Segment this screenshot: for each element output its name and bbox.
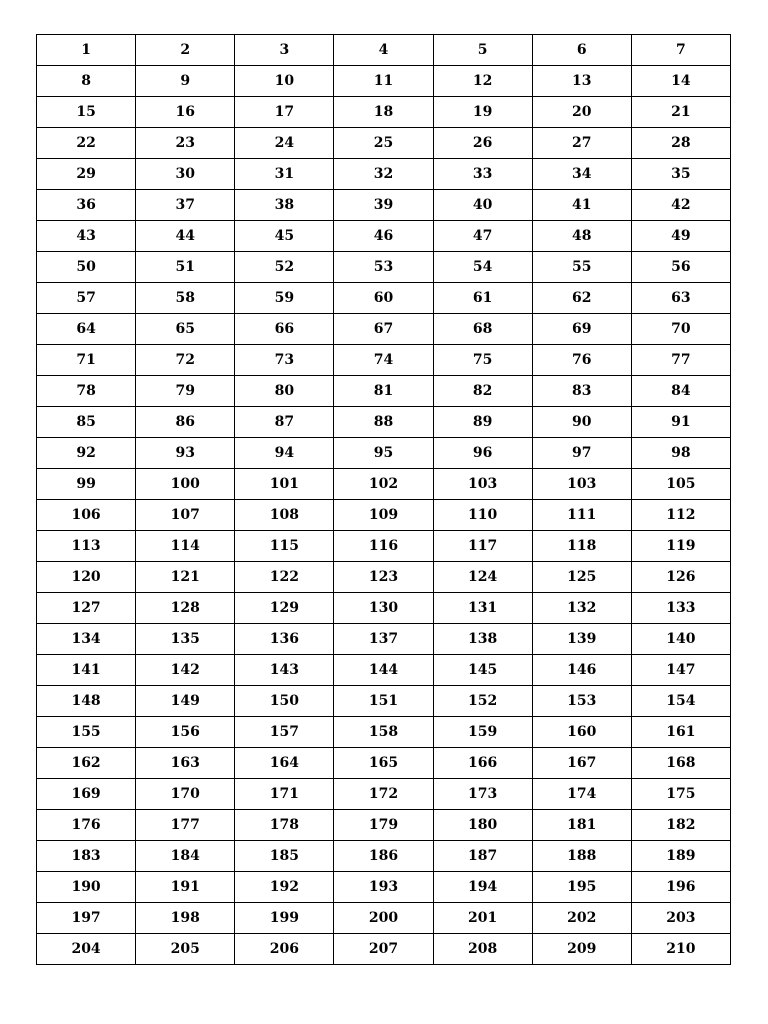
table-cell: 207: [334, 934, 433, 965]
table-cell: 68: [433, 314, 532, 345]
table-cell: 77: [631, 345, 730, 376]
table-cell: 2: [136, 35, 235, 66]
table-cell: 148: [37, 686, 136, 717]
table-cell: 69: [532, 314, 631, 345]
table-cell: 94: [235, 438, 334, 469]
table-cell: 49: [631, 221, 730, 252]
table-cell: 171: [235, 779, 334, 810]
table-cell: 99: [37, 469, 136, 500]
table-cell: 96: [433, 438, 532, 469]
table-cell: 112: [631, 500, 730, 531]
table-cell: 145: [433, 655, 532, 686]
table-cell: 87: [235, 407, 334, 438]
table-cell: 197: [37, 903, 136, 934]
table-cell: 146: [532, 655, 631, 686]
table-cell: 147: [631, 655, 730, 686]
table-cell: 180: [433, 810, 532, 841]
table-cell: 95: [334, 438, 433, 469]
table-cell: 103: [433, 469, 532, 500]
table-cell: 37: [136, 190, 235, 221]
table-cell: 114: [136, 531, 235, 562]
table-cell: 154: [631, 686, 730, 717]
table-cell: 80: [235, 376, 334, 407]
table-row: [37, 66, 731, 97]
table-cell: 155: [37, 717, 136, 748]
table-cell: 19: [433, 97, 532, 128]
table-cell: 108: [235, 500, 334, 531]
table-cell: 144: [334, 655, 433, 686]
table-cell: 70: [631, 314, 730, 345]
table-cell: 167: [532, 748, 631, 779]
table-cell: 50: [37, 252, 136, 283]
table-cell: 117: [433, 531, 532, 562]
table-cell: 160: [532, 717, 631, 748]
table-cell: 141: [37, 655, 136, 686]
table-cell: 179: [334, 810, 433, 841]
table-cell: 163: [136, 748, 235, 779]
table-cell: 66: [235, 314, 334, 345]
table-cell: 32: [334, 159, 433, 190]
table-cell: 153: [532, 686, 631, 717]
table-cell: 185: [235, 841, 334, 872]
table-cell: 22: [37, 128, 136, 159]
table-cell: 196: [631, 872, 730, 903]
table-cell: 149: [136, 686, 235, 717]
table-cell: 186: [334, 841, 433, 872]
table-cell: 102: [334, 469, 433, 500]
table-cell: 21: [631, 97, 730, 128]
table-cell: 205: [136, 934, 235, 965]
table-cell: 31: [235, 159, 334, 190]
table-cell: 177: [136, 810, 235, 841]
table-cell: 44: [136, 221, 235, 252]
table-cell: 61: [433, 283, 532, 314]
table-cell: 48: [532, 221, 631, 252]
table-cell: 13: [532, 66, 631, 97]
table-row: [37, 717, 731, 748]
table-cell: 157: [235, 717, 334, 748]
table-cell: 158: [334, 717, 433, 748]
table-cell: 175: [631, 779, 730, 810]
table-cell: 73: [235, 345, 334, 376]
table-cell: 129: [235, 593, 334, 624]
table-cell: 54: [433, 252, 532, 283]
table-cell: 27: [532, 128, 631, 159]
table-cell: 100: [136, 469, 235, 500]
table-cell: 182: [631, 810, 730, 841]
table-cell: 79: [136, 376, 235, 407]
table-cell: 136: [235, 624, 334, 655]
table-row: [37, 810, 731, 841]
table-cell: 51: [136, 252, 235, 283]
table-cell: 173: [433, 779, 532, 810]
table-row: [37, 562, 731, 593]
table-cell: 20: [532, 97, 631, 128]
table-cell: 1: [37, 35, 136, 66]
table-cell: 209: [532, 934, 631, 965]
table-cell: 101: [235, 469, 334, 500]
table-cell: 172: [334, 779, 433, 810]
table-cell: 59: [235, 283, 334, 314]
table-cell: 42: [631, 190, 730, 221]
table-cell: 151: [334, 686, 433, 717]
table-cell: 201: [433, 903, 532, 934]
table-row: [37, 221, 731, 252]
table-cell: 90: [532, 407, 631, 438]
table-cell: 43: [37, 221, 136, 252]
table-cell: 198: [136, 903, 235, 934]
table-row: [37, 624, 731, 655]
table-cell: 109: [334, 500, 433, 531]
table-cell: 193: [334, 872, 433, 903]
table-cell: 143: [235, 655, 334, 686]
table-cell: 12: [433, 66, 532, 97]
table-cell: 115: [235, 531, 334, 562]
table-cell: 53: [334, 252, 433, 283]
table-cell: 138: [433, 624, 532, 655]
table-row: [37, 438, 731, 469]
table-row: [37, 35, 731, 66]
table-cell: 83: [532, 376, 631, 407]
table-cell: 132: [532, 593, 631, 624]
table-cell: 113: [37, 531, 136, 562]
table-cell: 63: [631, 283, 730, 314]
table-cell: 133: [631, 593, 730, 624]
table-cell: 97: [532, 438, 631, 469]
table-cell: 86: [136, 407, 235, 438]
table-row: [37, 593, 731, 624]
table-cell: 71: [37, 345, 136, 376]
table-cell: 84: [631, 376, 730, 407]
table-cell: 88: [334, 407, 433, 438]
table-cell: 56: [631, 252, 730, 283]
table-cell: 174: [532, 779, 631, 810]
table-cell: 64: [37, 314, 136, 345]
table-cell: 206: [235, 934, 334, 965]
table-row: [37, 748, 731, 779]
table-cell: 45: [235, 221, 334, 252]
table-row: [37, 655, 731, 686]
table-row: [37, 872, 731, 903]
table-row: [37, 934, 731, 965]
table-cell: 33: [433, 159, 532, 190]
table-cell: 124: [433, 562, 532, 593]
table-cell: 170: [136, 779, 235, 810]
table-cell: 40: [433, 190, 532, 221]
table-cell: 9: [136, 66, 235, 97]
table-cell: 15: [37, 97, 136, 128]
table-cell: 55: [532, 252, 631, 283]
table-cell: 65: [136, 314, 235, 345]
table-cell: 190: [37, 872, 136, 903]
table-cell: 121: [136, 562, 235, 593]
table-row: [37, 500, 731, 531]
table-cell: 46: [334, 221, 433, 252]
table-cell: 105: [631, 469, 730, 500]
table-cell: 107: [136, 500, 235, 531]
table-row: [37, 283, 731, 314]
table-row: [37, 190, 731, 221]
number-table-body: [37, 35, 731, 965]
table-cell: 188: [532, 841, 631, 872]
table-row: [37, 159, 731, 190]
table-cell: 166: [433, 748, 532, 779]
table-cell: 168: [631, 748, 730, 779]
table-cell: 89: [433, 407, 532, 438]
table-cell: 110: [433, 500, 532, 531]
table-cell: 92: [37, 438, 136, 469]
table-cell: 125: [532, 562, 631, 593]
table-cell: 5: [433, 35, 532, 66]
table-cell: 91: [631, 407, 730, 438]
table-cell: 11: [334, 66, 433, 97]
table-cell: 127: [37, 593, 136, 624]
table-cell: 38: [235, 190, 334, 221]
table-row: [37, 376, 731, 407]
table-cell: 93: [136, 438, 235, 469]
table-cell: 3: [235, 35, 334, 66]
table-cell: 58: [136, 283, 235, 314]
table-cell: 74: [334, 345, 433, 376]
table-cell: 164: [235, 748, 334, 779]
table-row: [37, 407, 731, 438]
table-cell: 14: [631, 66, 730, 97]
table-cell: 195: [532, 872, 631, 903]
table-cell: 60: [334, 283, 433, 314]
table-cell: 30: [136, 159, 235, 190]
table-cell: 118: [532, 531, 631, 562]
table-cell: 98: [631, 438, 730, 469]
table-cell: 202: [532, 903, 631, 934]
table-cell: 131: [433, 593, 532, 624]
table-row: [37, 686, 731, 717]
table-cell: 150: [235, 686, 334, 717]
table-cell: 28: [631, 128, 730, 159]
table-cell: 24: [235, 128, 334, 159]
table-cell: 165: [334, 748, 433, 779]
table-cell: 119: [631, 531, 730, 562]
table-cell: 116: [334, 531, 433, 562]
table-cell: 123: [334, 562, 433, 593]
table-cell: 184: [136, 841, 235, 872]
table-cell: 140: [631, 624, 730, 655]
table-cell: 139: [532, 624, 631, 655]
table-cell: 81: [334, 376, 433, 407]
table-row: [37, 128, 731, 159]
table-cell: 17: [235, 97, 334, 128]
table-cell: 192: [235, 872, 334, 903]
table-row: [37, 97, 731, 128]
table-cell: 178: [235, 810, 334, 841]
table-cell: 208: [433, 934, 532, 965]
table-cell: 191: [136, 872, 235, 903]
table-cell: 75: [433, 345, 532, 376]
table-cell: 189: [631, 841, 730, 872]
table-cell: 6: [532, 35, 631, 66]
table-cell: 23: [136, 128, 235, 159]
table-cell: 161: [631, 717, 730, 748]
table-cell: 120: [37, 562, 136, 593]
table-cell: 26: [433, 128, 532, 159]
table-cell: 103: [532, 469, 631, 500]
table-cell: 29: [37, 159, 136, 190]
table-cell: 36: [37, 190, 136, 221]
table-cell: 72: [136, 345, 235, 376]
table-cell: 183: [37, 841, 136, 872]
table-row: [37, 841, 731, 872]
table-cell: 41: [532, 190, 631, 221]
table-cell: 169: [37, 779, 136, 810]
table-row: [37, 903, 731, 934]
table-cell: 204: [37, 934, 136, 965]
table-cell: 122: [235, 562, 334, 593]
number-table: [36, 34, 731, 965]
table-cell: 16: [136, 97, 235, 128]
table-cell: 78: [37, 376, 136, 407]
table-cell: 199: [235, 903, 334, 934]
table-cell: 137: [334, 624, 433, 655]
table-cell: 39: [334, 190, 433, 221]
table-cell: 35: [631, 159, 730, 190]
table-cell: 152: [433, 686, 532, 717]
table-cell: 176: [37, 810, 136, 841]
table-row: [37, 469, 731, 500]
table-cell: 111: [532, 500, 631, 531]
table-cell: 210: [631, 934, 730, 965]
table-cell: 18: [334, 97, 433, 128]
table-cell: 126: [631, 562, 730, 593]
table-cell: 34: [532, 159, 631, 190]
table-cell: 162: [37, 748, 136, 779]
table-cell: 67: [334, 314, 433, 345]
table-cell: 7: [631, 35, 730, 66]
table-row: [37, 531, 731, 562]
table-cell: 135: [136, 624, 235, 655]
table-row: [37, 252, 731, 283]
table-row: [37, 779, 731, 810]
table-cell: 8: [37, 66, 136, 97]
table-cell: 194: [433, 872, 532, 903]
table-cell: 25: [334, 128, 433, 159]
table-cell: 82: [433, 376, 532, 407]
table-cell: 203: [631, 903, 730, 934]
table-cell: 181: [532, 810, 631, 841]
table-row: [37, 314, 731, 345]
table-cell: 106: [37, 500, 136, 531]
table-cell: 4: [334, 35, 433, 66]
table-cell: 47: [433, 221, 532, 252]
table-cell: 130: [334, 593, 433, 624]
table-cell: 134: [37, 624, 136, 655]
table-row: [37, 345, 731, 376]
table-cell: 159: [433, 717, 532, 748]
table-cell: 85: [37, 407, 136, 438]
table-cell: 142: [136, 655, 235, 686]
table-cell: 62: [532, 283, 631, 314]
table-cell: 57: [37, 283, 136, 314]
table-cell: 128: [136, 593, 235, 624]
table-cell: 156: [136, 717, 235, 748]
table-cell: 200: [334, 903, 433, 934]
table-cell: 76: [532, 345, 631, 376]
table-cell: 187: [433, 841, 532, 872]
table-cell: 10: [235, 66, 334, 97]
table-cell: 52: [235, 252, 334, 283]
